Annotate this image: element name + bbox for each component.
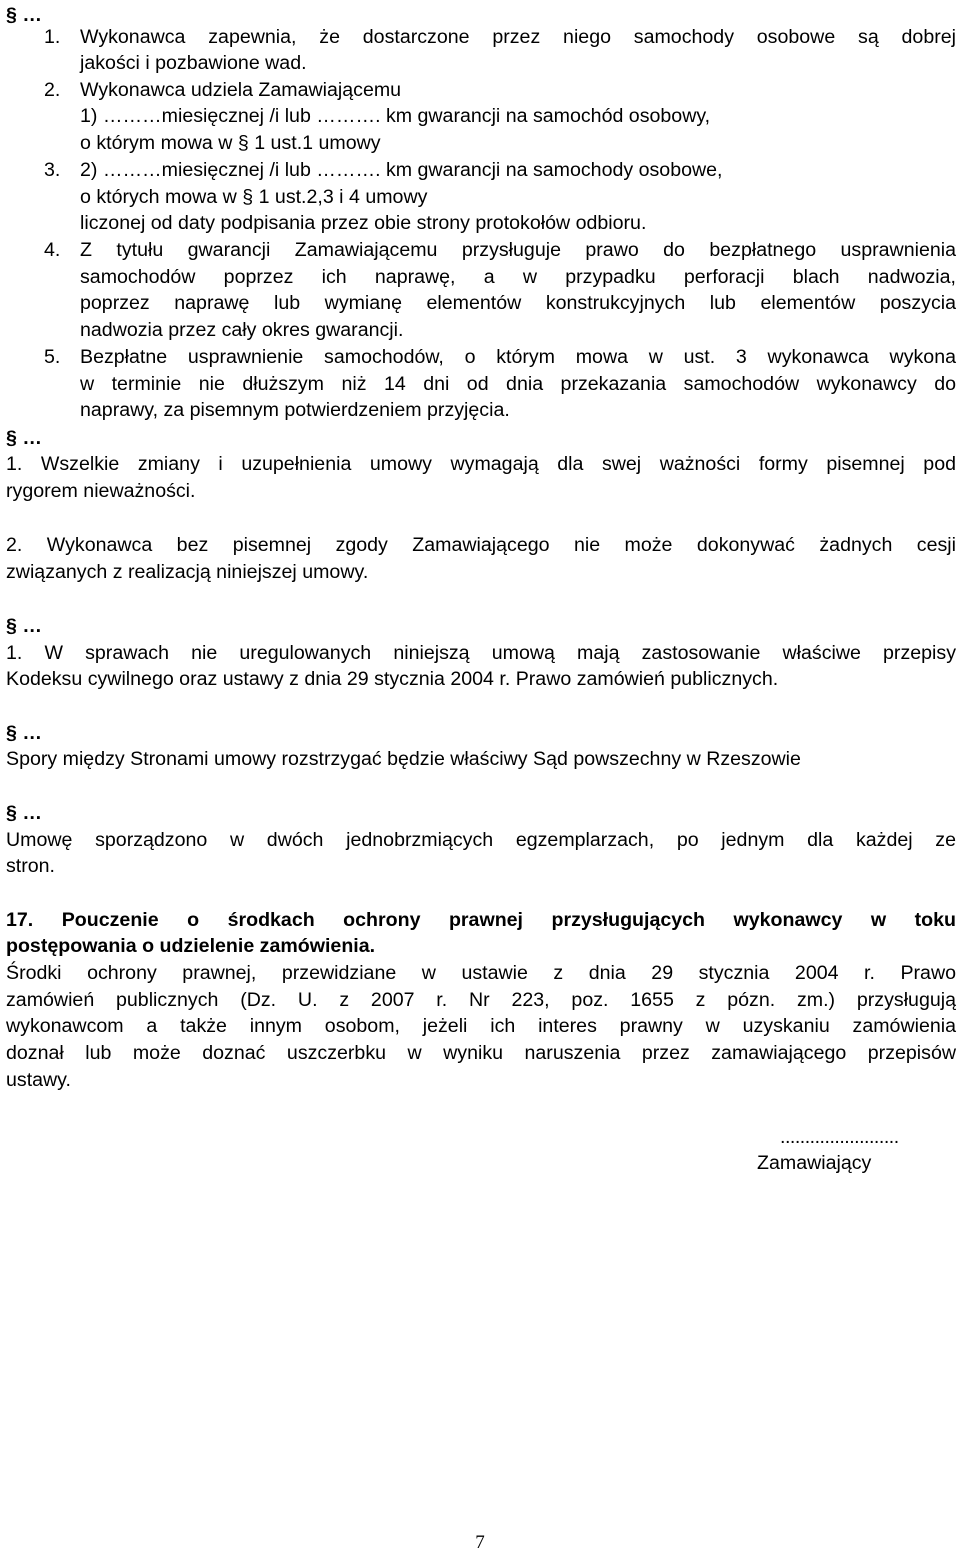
paragraph-line: Środki ochrony prawnej, przewidziane w ustawie z dnia 29 stycznia 2004 r. Prawo xyxy=(6,962,956,984)
paragraph-number: 5. xyxy=(44,346,61,368)
paragraph-line: w terminie nie dłuższym niż 14 dni od dnia przekazania samochodów wykonawcy do xyxy=(80,373,956,395)
paragraph-line: jakości i pozbawione wad. xyxy=(80,52,307,74)
paragraph-line: naprawy, za pisemnym potwierdzeniem przyjęcia. xyxy=(80,399,510,421)
paragraph-line: Spory między Stronami umowy rozstrzygać będzie właściwy Sąd powszechny w Rzeszowie xyxy=(6,748,801,770)
page-number: 7 xyxy=(475,1532,485,1553)
paragraph-line: 1) ………miesięcznej /i lub ………. km gwarancji na samochód osobowy, xyxy=(80,105,711,127)
paragraph-line: o którym mowa w § 1 ust.1 umowy xyxy=(80,132,381,154)
paragraph-line: poprzez naprawę lub wymianę elementów konstrukcyjnych lub elementów poszycia xyxy=(80,292,956,314)
paragraph-line: 2. Wykonawca bez pisemnej zgody Zamawiającego nie może dokonywać żadnych cesji xyxy=(6,534,956,556)
signature-label: Zamawiający xyxy=(757,1152,872,1174)
paragraph-line: wykonawcom a także innym osobom, jeżeli ich interes prawny w uzyskaniu zamówienia xyxy=(6,1015,956,1037)
paragraph-number: 1. xyxy=(44,26,61,48)
paragraph-line: Z tytułu gwarancji Zamawiającemu przysługuje prawo do bezpłatnego usprawnienia xyxy=(80,239,956,261)
paragraph-line: zamówień publicznych (Dz. U. z 2007 r. Nr 223, poz. 1655 z pózn. zm.) przysługują xyxy=(6,989,956,1011)
paragraph-line: Bezpłatne usprawnienie samochodów, o którym mowa w ust. 3 wykonawca wykona xyxy=(80,346,956,368)
section-title: 17. Pouczenie o środkach ochrony prawnej przysługujących wykonawcy w toku xyxy=(6,909,956,931)
paragraph-line: stron. xyxy=(6,855,56,877)
paragraph-line: 1. Wszelkie zmiany i uzupełnienia umowy wymagają dla swej ważności formy pisemnej pod xyxy=(6,453,956,475)
paragraph-line: Wykonawca zapewnia, że dostarczone przez niego samochody osobowe są dobrej xyxy=(80,26,956,48)
paragraph-line: Wykonawca udziela Zamawiającemu xyxy=(80,79,402,101)
paragraph-line: o których mowa w § 1 ust.2,3 i 4 umowy xyxy=(80,186,428,208)
paragraph-line: samochodów poprzez ich naprawę, a w przypadku perforacji blach nadwozia, xyxy=(80,266,956,288)
section-heading: § … xyxy=(6,802,42,824)
section-title: postępowania o udzielenie zamówienia. xyxy=(6,935,376,957)
paragraph-line: 2) ………miesięcznej /i lub ………. km gwarancji na samochody osobowe, xyxy=(80,159,723,181)
section-heading: § … xyxy=(6,4,42,26)
paragraph-line: doznał lub może doznać uszczerbku w wyniku naruszenia przez zamawiającego przepisów xyxy=(6,1042,956,1064)
paragraph-line: związanych z realizacją niniejszej umowy. xyxy=(6,561,369,583)
paragraph-line: liczonej od daty podpisania przez obie strony protokołów odbioru. xyxy=(80,212,647,234)
paragraph-line: Kodeksu cywilnego oraz ustawy z dnia 29 stycznia 2004 r. Prawo zamówień publicznych. xyxy=(6,668,779,690)
paragraph-line: rygorem nieważności. xyxy=(6,480,196,502)
paragraph-number: 4. xyxy=(44,239,61,261)
section-heading: § … xyxy=(6,722,42,744)
paragraph-line: ustawy. xyxy=(6,1069,71,1091)
section-heading: § … xyxy=(6,427,42,449)
section-heading: § … xyxy=(6,615,42,637)
paragraph-line: Umowę sporządzono w dwóch jednobrzmiących egzemplarzach, po jednym dla każdej ze xyxy=(6,829,956,851)
paragraph-line: nadwozia przez cały okres gwarancji. xyxy=(80,319,404,341)
paragraph-line: 1. W sprawach nie uregulowanych niniejszą umową mają zastosowanie właściwe przepisy xyxy=(6,642,956,664)
paragraph-number: 2. xyxy=(44,79,61,101)
paragraph-number: 3. xyxy=(44,159,61,181)
signature-dots: ........................ xyxy=(780,1126,899,1148)
